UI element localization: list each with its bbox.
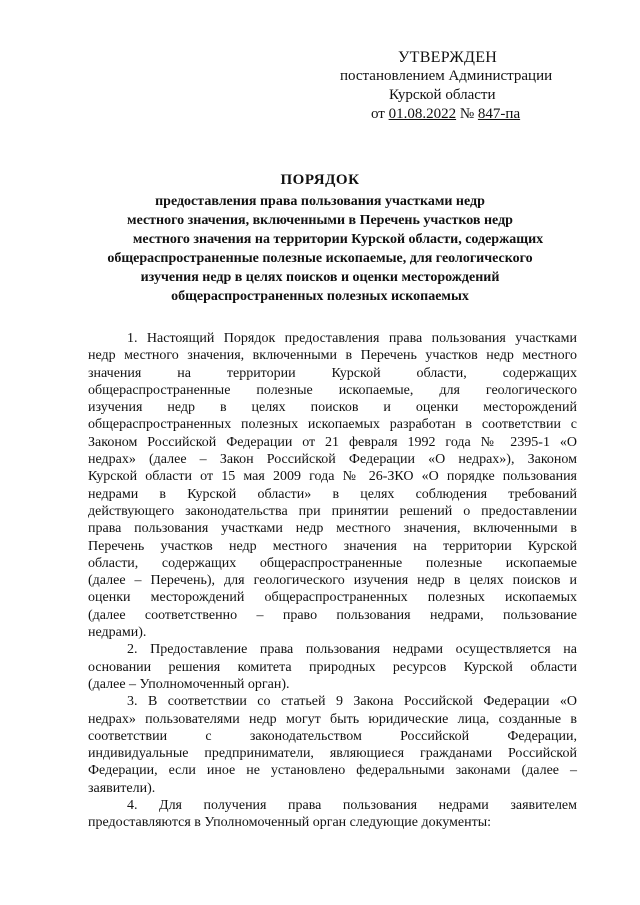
paragraph-line: (далее – Перечень), для геологического изучения недр в целях поисков и [88, 573, 577, 589]
paragraph-line: основании решения комитета природных ресурсов Курской области [88, 659, 577, 675]
subtitle-line: общераспространенных полезных ископаемых [171, 289, 469, 304]
paragraph-line: недр местного значения, включенными в Перечень участков недр местного [88, 348, 577, 364]
subtitle-line: общераспространенные полезные ископаемые, для геологического [107, 251, 533, 266]
subtitle-line: предоставления права пользования участками недр [155, 194, 485, 209]
paragraph-line: недрах» (далее – Закон Российской Федерации «О недрах»), Законом [88, 452, 577, 468]
paragraph-line: предоставляются в Уполномоченный орган следующие документы: [88, 815, 491, 831]
paragraph-1 [88, 330, 577, 641]
approval-issuer: постановлением Администрации [340, 68, 553, 84]
document-subtitle [0, 192, 640, 306]
paragraph-line: индивидуальные предприниматели, являющиеся гражданами Российской [88, 746, 577, 762]
paragraph-line: общераспространенных полезных ископаемых разработан в соответствии с [88, 417, 577, 433]
paragraph-line: общераспространенные полезные ископаемые, для геологического [88, 382, 577, 398]
paragraph-line: 4. Для получения права пользования недрами заявителем [127, 798, 577, 814]
approval-date: 01.08.2022 [388, 106, 457, 122]
paragraph-line: 2. Предоставление права пользования недрами осуществляется на [127, 642, 577, 658]
paragraph-line: соответствии с законодательством Российской Федерации, [88, 728, 577, 744]
subtitle-line: изучения недр в целях поисков и оценки месторождений [140, 270, 500, 285]
paragraph-2 [88, 641, 577, 693]
paragraph-line: области, содержащих общераспространенные полезные ископаемые [88, 555, 577, 571]
paragraph-line: Законом Российской Федерации от 21 февраля 1992 года № 2395-1 «О [88, 434, 577, 450]
approval-date-line [330, 105, 575, 124]
document-title: ПОРЯДОК [280, 172, 360, 188]
paragraph-line: 1. Настоящий Порядок предоставления права пользования участками [127, 331, 577, 346]
paragraph-line: значения на территории Курской области, содержащих [88, 365, 577, 381]
paragraph-line: недрами). [88, 625, 147, 641]
paragraph-line: недрах» пользователями недр могут быть юридические лица, созданные в [88, 711, 577, 727]
paragraph-line: (далее – Уполномоченный орган). [88, 676, 290, 692]
paragraph-line: действующего законодательства при принятии решений о предоставлении [88, 503, 577, 519]
paragraph-line: оценки месторождений общераспространенных полезных ископаемых [88, 590, 577, 606]
paragraph-line: Федерации, если иное не установлено федеральными законами (далее – [88, 763, 577, 779]
paragraph-3 [88, 693, 577, 797]
document-body [88, 330, 577, 832]
paragraph-line: недрами в Курской области» в целях соблюдения требований [88, 486, 577, 502]
subtitle-line: местного значения, включенными в Перечень участков недр [127, 213, 513, 228]
paragraph-4 [88, 797, 577, 832]
approval-number: 847-па [477, 106, 521, 122]
subtitle-line: местного значения на территории Курской области, содержащих [132, 232, 544, 247]
approval-number-prefix: № [456, 106, 478, 122]
paragraph-line: права пользования участками недр местного значения, включенными в [88, 521, 577, 537]
approval-title: УТВЕРЖДЕН [398, 49, 498, 66]
paragraph-line: Перечень участков недр местного значения на территории Курской [88, 538, 577, 554]
paragraph-line: заявители). [88, 780, 156, 796]
approval-region: Курской области [389, 87, 496, 103]
paragraph-line: (далее соответственно – право пользования недрами, пользование [88, 607, 577, 623]
paragraph-line: 3. В соответствии со статьей 9 Закона Российской Федерации «О [127, 694, 577, 710]
approval-stamp [330, 48, 575, 124]
paragraph-line: изучения недр в целях поисков и оценки месторождений [88, 400, 577, 416]
approval-date-prefix: от [371, 106, 389, 122]
paragraph-line: Курской области от 15 мая 2009 года № 26-ЗКО «О порядке пользования [88, 469, 577, 485]
